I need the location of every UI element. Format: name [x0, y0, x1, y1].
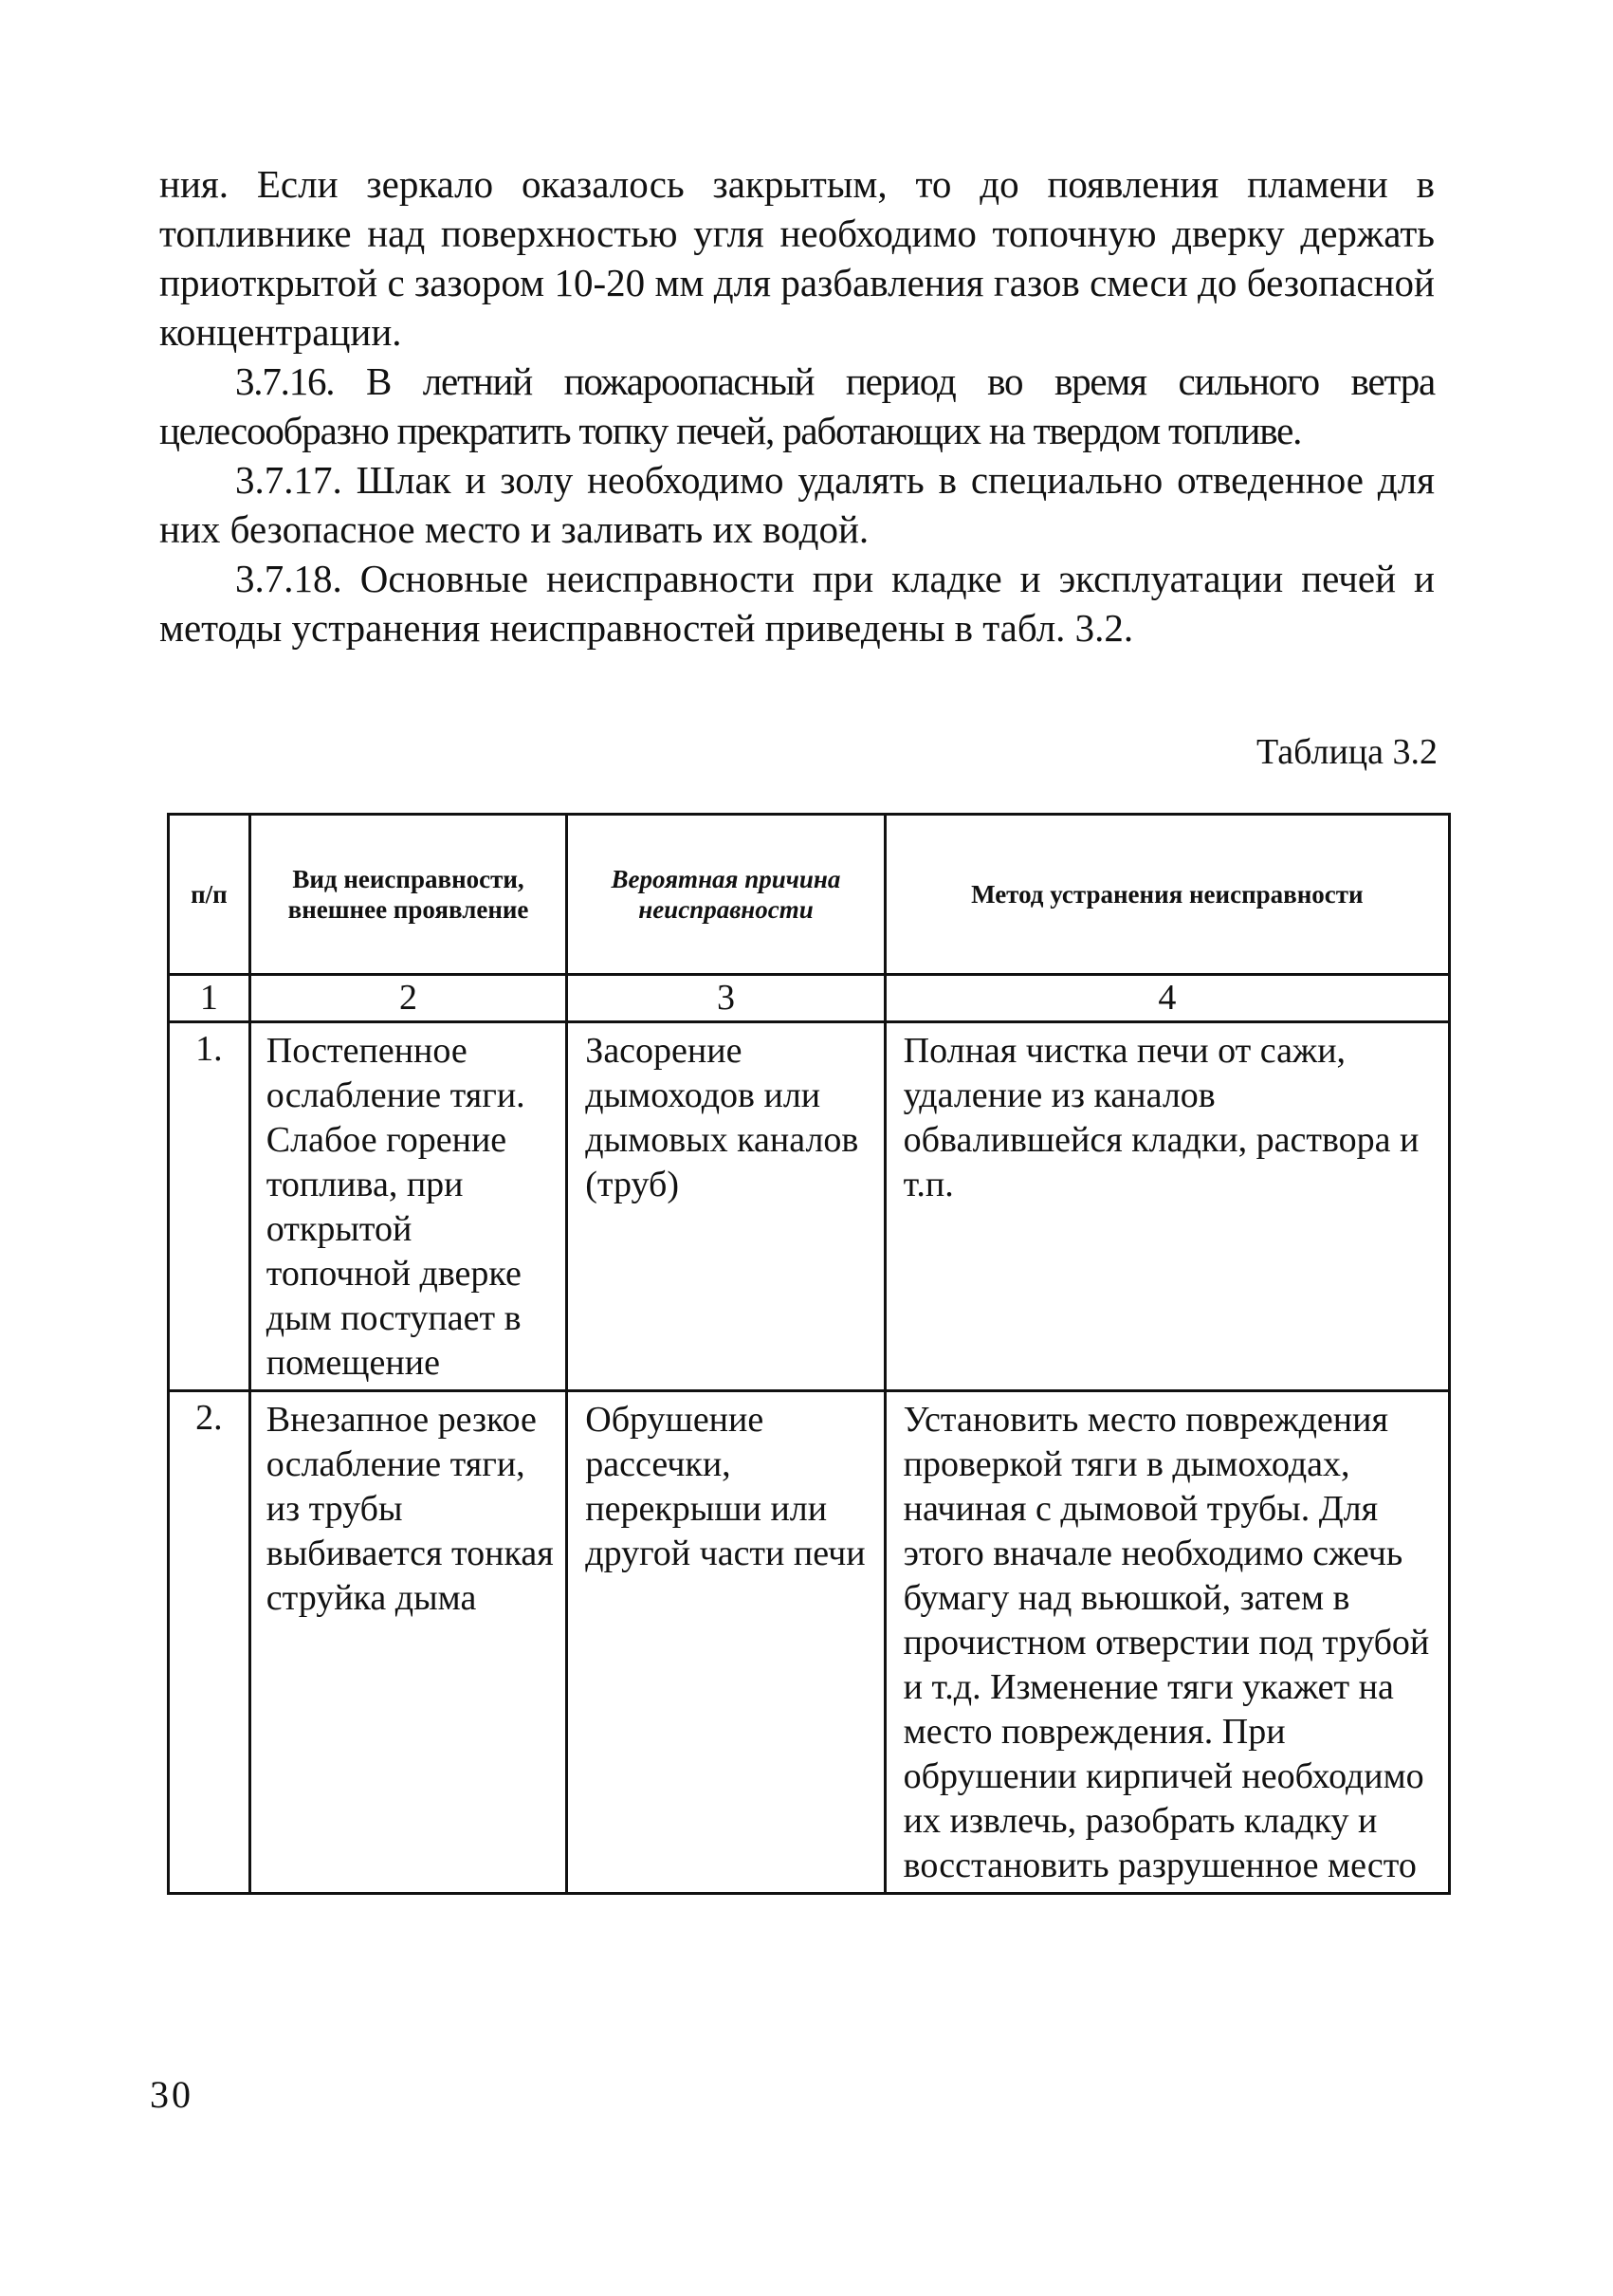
row-cause: Обрушение рассечки, перекрыши или другой части печи [567, 1391, 885, 1894]
column-numbers-row [169, 975, 1450, 1022]
column-number: 2 [249, 975, 567, 1022]
row-index: 1. [169, 1022, 250, 1391]
header-cause: Вероятная причина неисправности [567, 815, 885, 975]
paragraph-continuation: ния. Если зеркало оказалось закрытым, то до появления пламени в топливнике над поверхностью угля необходимо топочную дверку держать приоткрытой с зазором 10-20 мм для разбавления газов смеси до безопасной концентрации. [159, 162, 1435, 354]
body-text [159, 159, 1435, 652]
paragraph-3-7-16: 3.7.16. В летний пожароопасный период во время сильного ветра целесообразно прекратить топку печей, работающих на твердом топливе. [159, 359, 1435, 452]
column-number: 1 [169, 975, 250, 1022]
header-appearance: Вид неисправности, внешнее проявление [249, 815, 567, 975]
table-row [169, 1391, 1450, 1894]
row-index: 2. [169, 1391, 250, 1894]
table-row [169, 1022, 1450, 1391]
header-index: п/п [169, 815, 250, 975]
column-number: 4 [885, 975, 1449, 1022]
column-number: 3 [567, 975, 885, 1022]
row-remedy: Полная чистка печи от сажи, удаление из каналов обвалившейся кладки, раствора и т.п. [885, 1022, 1449, 1391]
row-appearance: Внезапное резкое ослабление тяги, из трубы выбивается тонкая струйка дыма [249, 1391, 567, 1894]
table-caption: Таблица 3.2 [1256, 732, 1438, 772]
page-number: 30 [150, 2073, 193, 2116]
row-appearance: Постепенное ослабление тяги. Слабое горение топлива, при открытой топочной дверке дым поступает в помещение [249, 1022, 567, 1391]
header-remedy: Метод устранения неисправности [885, 815, 1449, 975]
faults-table [167, 813, 1451, 1895]
row-cause: Засорение дымоходов или дымовых каналов (труб) [567, 1022, 885, 1391]
table-header-row [169, 815, 1450, 975]
paragraph-3-7-17: 3.7.17. Шлак и золу необходимо удалять в специально отведенное для них безопасное место и заливать их водой. [159, 458, 1435, 551]
row-remedy: Установить место повреждения проверкой тяги в дымоходах, начиная с дымовой трубы. Для этого вначале необходимо сжечь бумагу над вьюшкой, затем в прочистном отверстии под трубой и т.д. Изменение тяги укажет на место повреждения. При обрушении кирпичей необходимо их извлечь, разобрать кладку и восстановить разрушенное место [885, 1391, 1449, 1894]
paragraph-3-7-18: 3.7.18. Основные неисправности при кладке и эксплуатации печей и методы устранения неисправностей приведены в табл. 3.2. [159, 557, 1435, 650]
